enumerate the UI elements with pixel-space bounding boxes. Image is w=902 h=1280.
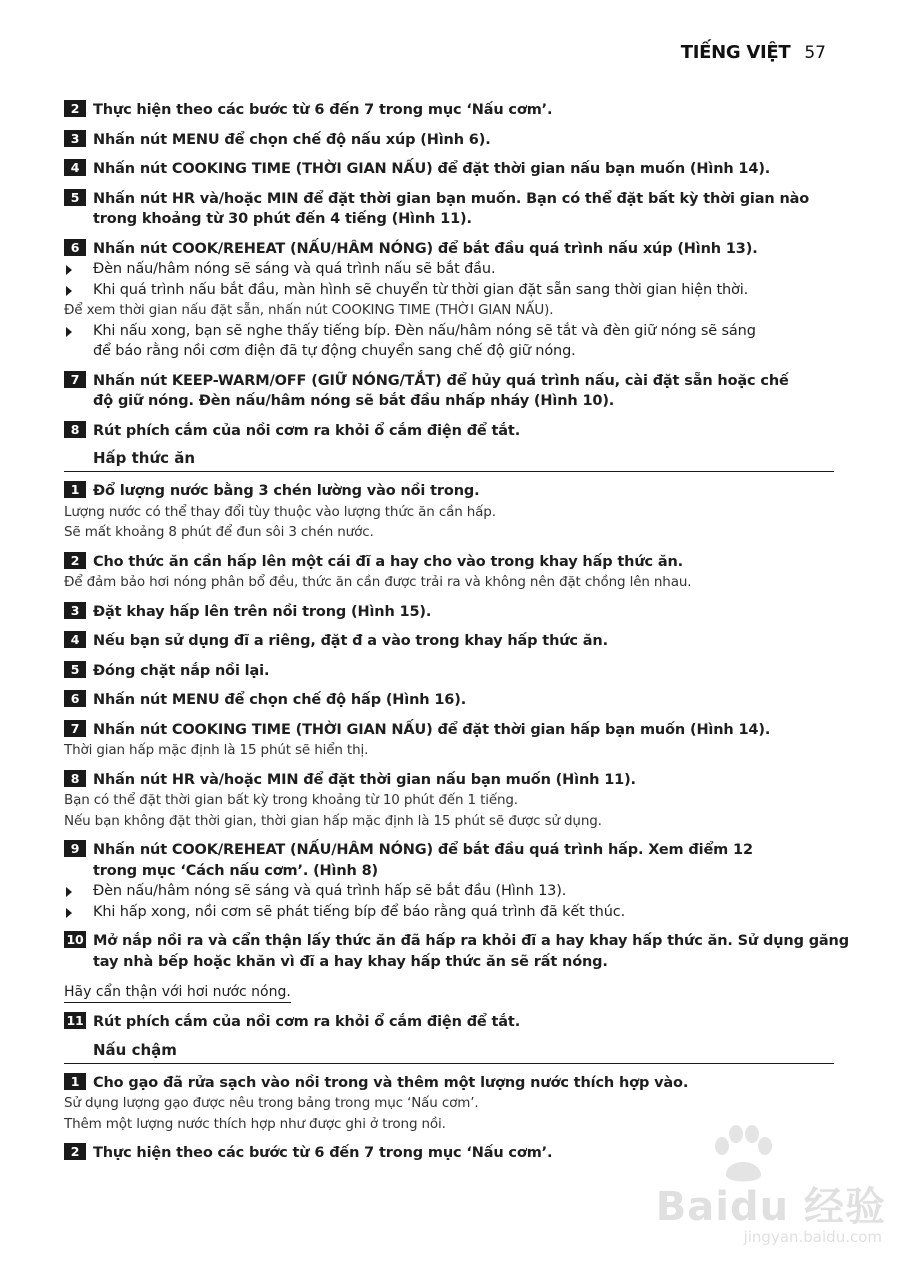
step-text: Đặt khay hấp lên trên nồi trong (Hình 15). <box>93 603 432 620</box>
note-text: Lượng nước có thể thay đổi tùy thuộc vào lượng thức ăn cần hấp. <box>64 503 496 520</box>
step-text-cont: trong mục ‘Cách nấu cơm’. (Hình 8) <box>93 862 379 879</box>
step-number: 8 <box>64 770 86 787</box>
step-number: 2 <box>64 100 86 117</box>
step-number: 11 <box>64 1012 86 1029</box>
step-8 <box>64 421 834 442</box>
step-text: Nhấn nút HR và/hoặc MIN để đặt thời gian bạn muốn. Bạn có thể đặt bất kỳ thời gian nào <box>93 190 810 207</box>
step-text: Đóng chặt nắp nồi lại. <box>93 662 270 679</box>
step-7 <box>64 371 834 412</box>
watermark-url: jingyan.baidu.com <box>743 1228 882 1246</box>
step-number: 2 <box>64 1143 86 1160</box>
manual-content <box>64 100 849 1173</box>
bullet-item: Khi quá trình nấu bắt đầu, màn hình sẽ chuyển từ thời gian đặt sẵn sang thời gian hiện thời. <box>64 280 834 301</box>
step-text-cont: độ giữ nóng. Đèn nấu/hâm nóng sẽ bắt đầu nhấp nháy (Hình 10). <box>93 393 615 409</box>
note-text: Sẽ mất khoảng 8 phút để đun sôi 3 chén nước. <box>64 524 374 540</box>
step-text: Nhấn nút HR và/hoặc MIN để đặt thời gian nấu bạn muốn (Hình 11). <box>93 771 636 788</box>
step-text: Mở nắp nồi ra và cẩn thận lấy thức ăn đã hấp ra khỏi đĩ a hay khay hấp thức ăn. Sử dụng găng <box>93 933 849 949</box>
step-number: 8 <box>64 421 86 438</box>
step-number: 3 <box>64 602 86 619</box>
page-number: 57 <box>804 43 826 63</box>
bullet-item: Khi nấu xong, bạn sẽ nghe thấy tiếng bíp. Đèn nấu/hâm nóng sẽ tắt và đèn giữ nóng sẽ sáng <box>64 321 834 342</box>
steam-step-6 <box>64 690 834 711</box>
bullet-item: Đèn nấu/hâm nóng sẽ sáng và quá trình hấp sẽ bắt đầu (Hình 13). <box>64 881 834 902</box>
steam-step-10 <box>64 931 849 972</box>
steam-step-7 <box>64 720 834 761</box>
step-text: Đổ lượng nước bằng 3 chén lường vào nồi trong. <box>93 483 480 499</box>
section-title-steaming: Hấp thức ăn <box>64 448 834 472</box>
step-text: Rút phích cắm của nồi cơm ra khỏi ổ cắm điện để tắt. <box>93 1014 521 1030</box>
step-number: 1 <box>64 1073 86 1090</box>
step-number: 7 <box>64 371 86 388</box>
step-text-cont: trong khoảng từ 30 phút đến 4 tiếng (Hình 11). <box>93 211 472 227</box>
bullet-item: Khi hấp xong, nồi cơm sẽ phát tiếng bíp để báo rằng quá trình đã kết thúc. <box>64 902 834 923</box>
steam-step-3 <box>64 602 834 623</box>
step-6 <box>64 239 834 362</box>
note-text: Nếu bạn không đặt thời gian, thời gian hấp mặc định là 15 phút sẽ được sử dụng. <box>64 812 602 829</box>
step-5 <box>64 189 834 230</box>
hot-steam-warning: Hãy cẩn thận với hơi nước nóng. <box>64 982 291 1003</box>
steam-step-8 <box>64 770 834 832</box>
step-text: Nhấn nút MENU để chọn chế độ hấp (Hình 16). <box>93 692 467 708</box>
step-number: 1 <box>64 481 86 498</box>
step-number: 4 <box>64 631 86 648</box>
note-text: Thời gian hấp mặc định là 15 phút sẽ hiển thị. <box>64 742 369 758</box>
step-text: Nhấn nút COOK/REHEAT (NẤU/HÂM NÓNG) để bắt đầu quá trình hấp. Xem điểm 12 <box>93 842 753 858</box>
steam-step-2 <box>64 552 834 593</box>
steam-step-9 <box>64 840 834 922</box>
step-2 <box>64 100 834 121</box>
step-text-cont: tay nhà bếp hoặc khăn vì đĩ a hay khay hấp thức ăn sẽ rất nóng. <box>93 953 608 970</box>
step-text: Nhấn nút COOKING TIME (THỜI GIAN NẤU) để đặt thời gian hấp bạn muốn (Hình 14). <box>93 721 771 738</box>
step-number: 6 <box>64 239 86 256</box>
step-text: Cho thức ăn cần hấp lên một cái đĩ a hay cho vào trong khay hấp thức ăn. <box>93 553 683 570</box>
steam-step-5 <box>64 661 834 682</box>
step-number: 5 <box>64 661 86 678</box>
baidu-watermark <box>638 1120 888 1250</box>
note-text: Bạn có thể đặt thời gian bất kỳ trong khoảng từ 10 phút đến 1 tiếng. <box>64 792 518 808</box>
steam-step-4 <box>64 631 834 652</box>
step-number: 4 <box>64 159 86 176</box>
note-text: Để đảm bảo hơi nóng phân bổ đều, thức ăn cần được trải ra và không nên đặt chồng lên nhau. <box>64 574 692 590</box>
note-text: Sử dụng lượng gạo được nêu trong bảng trong mục ‘Nấu cơm’. <box>64 1095 479 1111</box>
step-number: 3 <box>64 130 86 147</box>
section-title-slow-cook: Nấu chậm <box>64 1040 834 1064</box>
steam-step-1 <box>64 481 834 543</box>
step-text: Nhấn nút COOK/REHEAT (NẤU/HÂM NÓNG) để bắt đầu quá trình nấu xúp (Hình 13). <box>93 240 758 257</box>
step-text: Nhấn nút COOKING TIME (THỜI GIAN NẤU) để đặt thời gian nấu bạn muốn (Hình 14). <box>93 161 771 177</box>
step-text: Rút phích cắm của nồi cơm ra khỏi ổ cắm điện để tắt. <box>93 422 521 439</box>
step-number: 9 <box>64 840 86 857</box>
step-text: Thực hiện theo các bước từ 6 đến 7 trong mục ‘Nấu cơm’. <box>93 1145 553 1161</box>
step-number: 7 <box>64 720 86 737</box>
steam-step-11 <box>64 1012 834 1033</box>
language-heading: TIẾNG VIỆT <box>680 42 791 63</box>
bullet-item-cont: để báo rằng nồi cơm điện đã tự động chuyển sang chế độ giữ nóng. <box>93 343 576 359</box>
step-3 <box>64 130 834 151</box>
note-text: Thêm một lượng nước thích hợp như được ghi ở trong nồi. <box>64 1115 446 1132</box>
step-number: 10 <box>64 931 86 948</box>
page-header <box>681 42 826 63</box>
step-4 <box>64 159 834 180</box>
step-text: Thực hiện theo các bước từ 6 đến 7 trong mục ‘Nấu cơm’. <box>93 102 553 118</box>
step-number: 6 <box>64 690 86 707</box>
step-text: Nếu bạn sử dụng đĩ a riêng, đặt đ a vào trong khay hấp thức ăn. <box>93 633 608 649</box>
step-text: Nhấn nút MENU để chọn chế độ nấu xúp (Hình 6). <box>93 131 491 148</box>
step-number: 2 <box>64 552 86 569</box>
step-text: Nhấn nút KEEP-WARM/OFF (GIỮ NÓNG/TẮT) để hủy quá trình nấu, cài đặt sẵn hoặc chế <box>93 372 789 389</box>
watermark-brand: Baidu 经验 <box>655 1184 886 1230</box>
bullet-item: Đèn nấu/hâm nóng sẽ sáng và quá trình nấu sẽ bắt đầu. <box>64 259 834 280</box>
step-number: 5 <box>64 189 86 206</box>
step-text: Cho gạo đã rửa sạch vào nồi trong và thêm một lượng nước thích hợp vào. <box>93 1074 689 1091</box>
note-text: Để xem thời gian nấu đặt sẵn, nhấn nút COOKING TIME (THỜI GIAN NẤU). <box>64 302 554 318</box>
